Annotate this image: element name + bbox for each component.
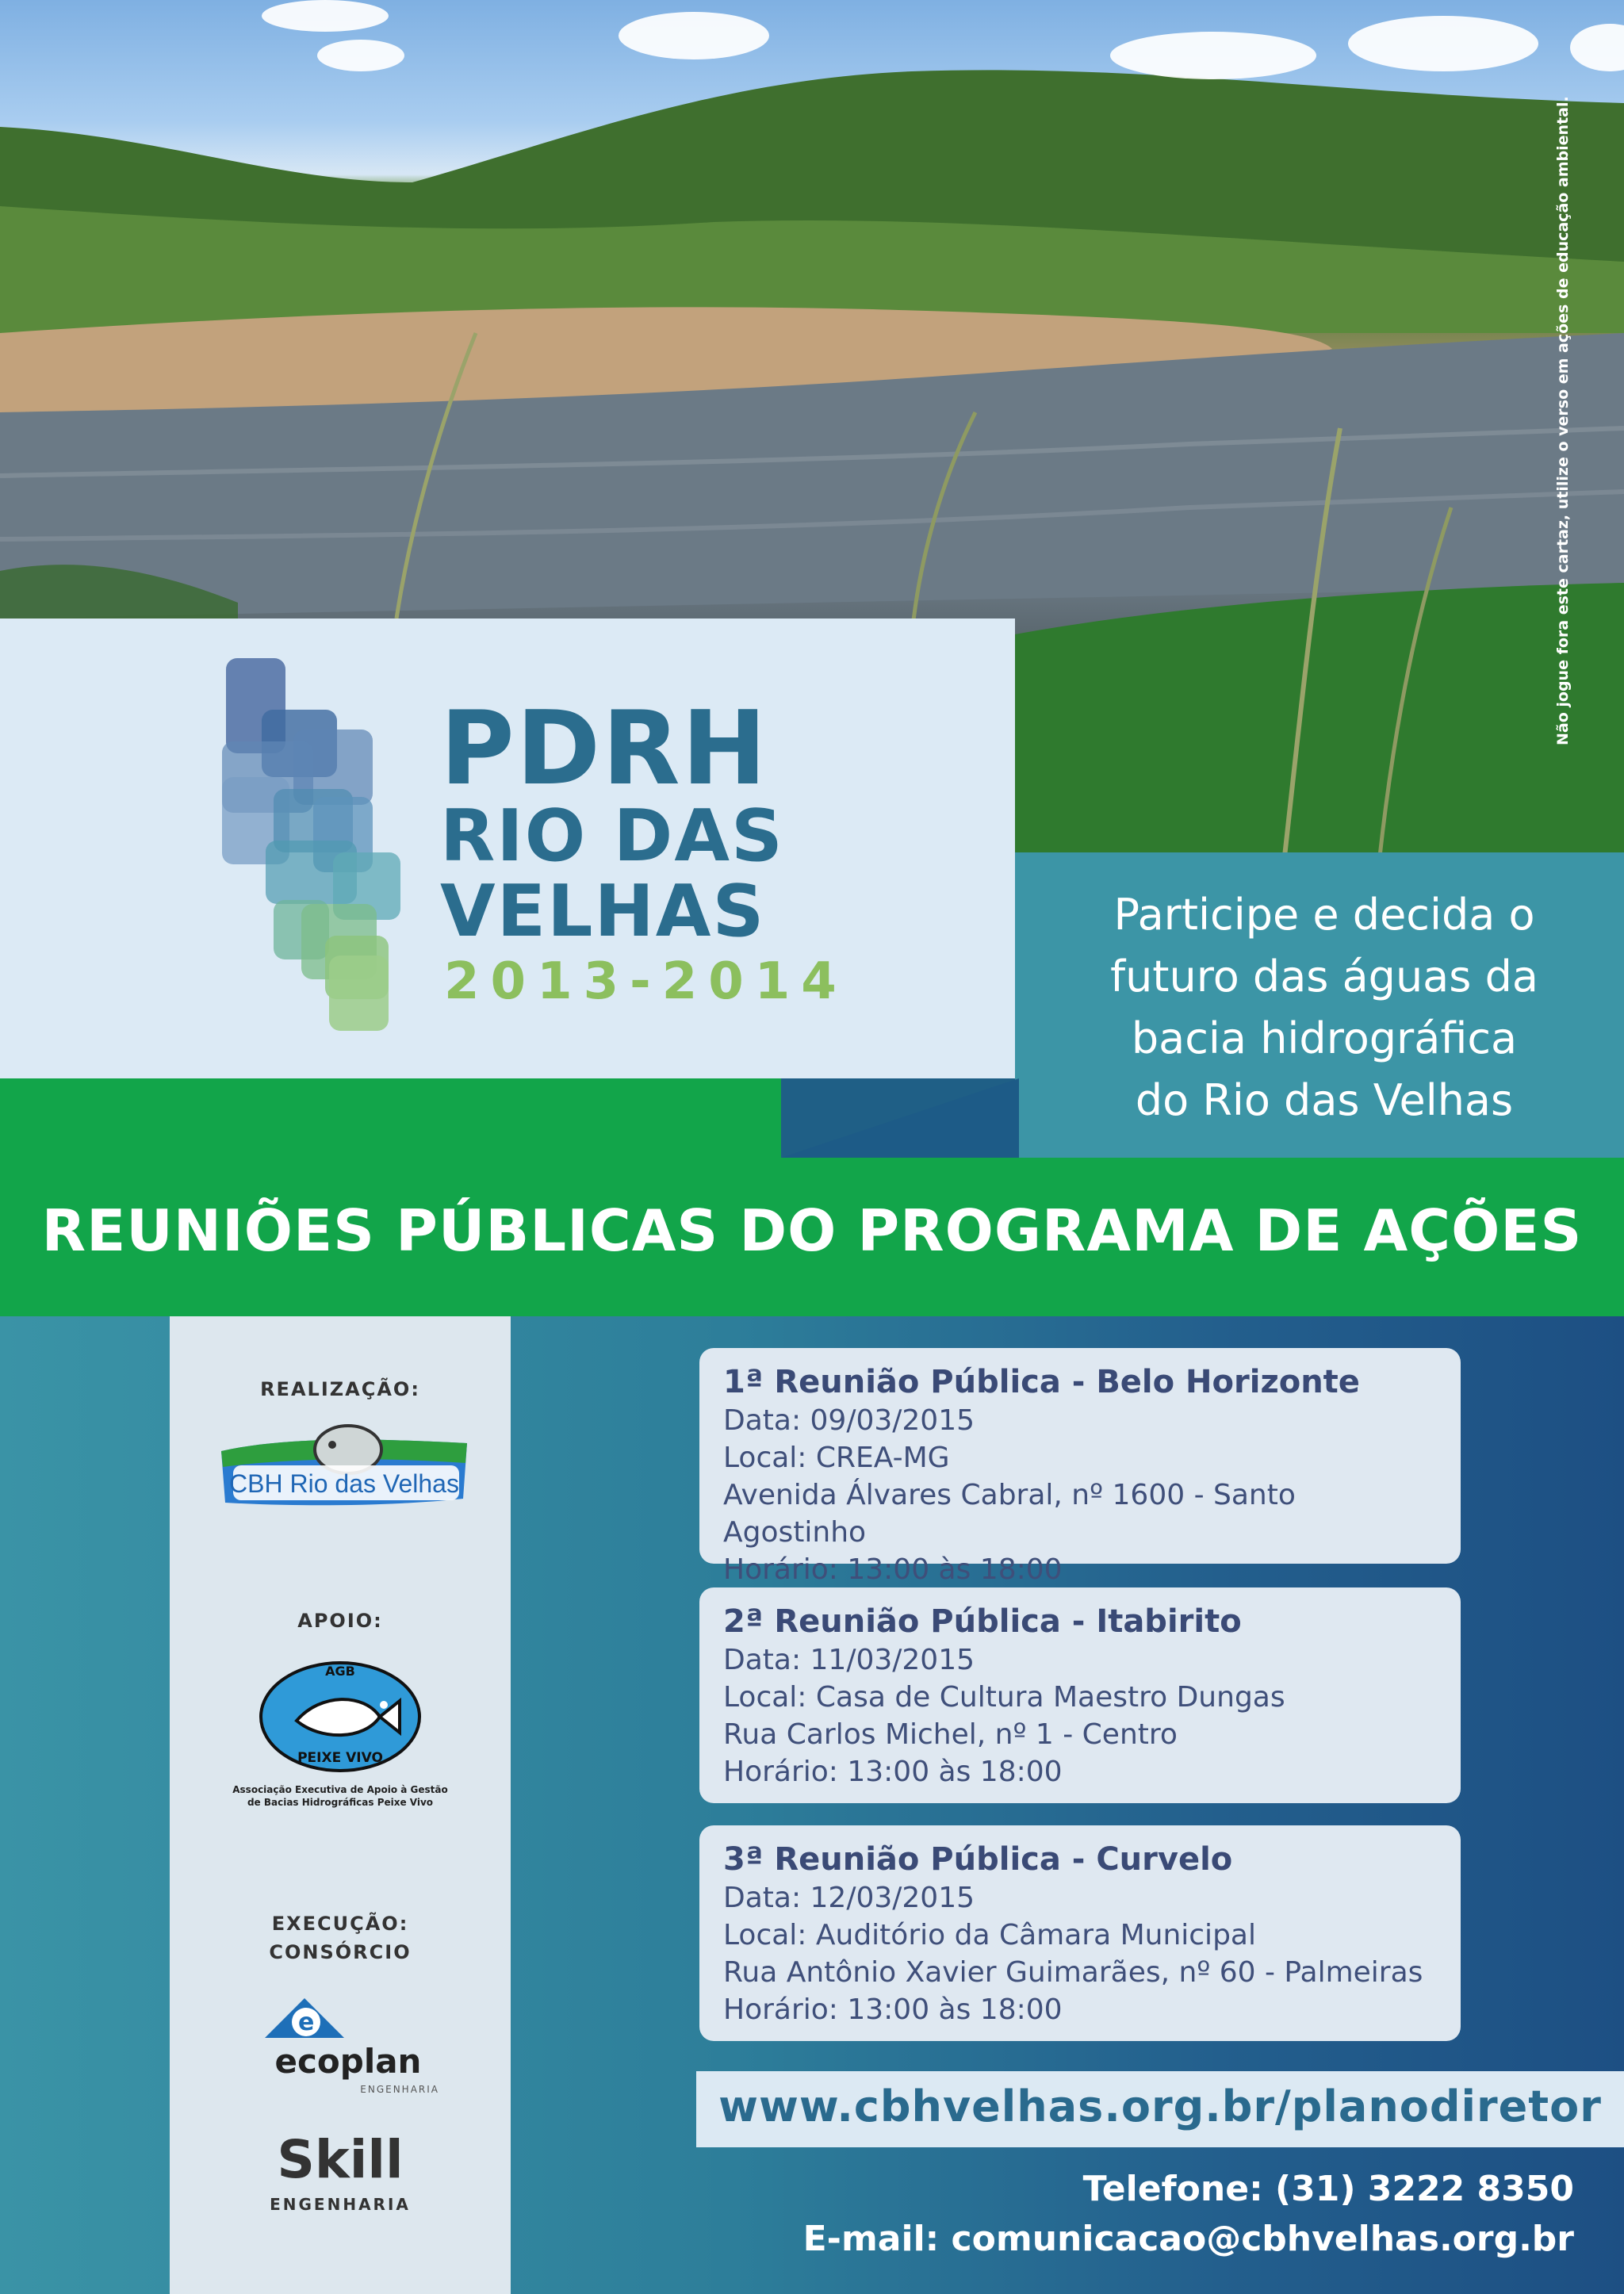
consorcio-label: CONSÓRCIO bbox=[269, 1941, 412, 1963]
agb-caption-1: Associação Executiva de Apoio à Gestão bbox=[232, 1784, 448, 1795]
meeting-place: Local: Auditório da Câmara Municipal bbox=[723, 1919, 1256, 1951]
decorative-triangle bbox=[781, 1078, 1019, 1158]
logo-title-rio-das: RIO DAS bbox=[440, 795, 784, 878]
banner-title: REUNIÕES PÚBLICAS DO PROGRAMA DE AÇÕES bbox=[41, 1197, 1583, 1264]
cbh-logo-text: CBH Rio das Velhas bbox=[229, 1469, 459, 1498]
ecoplan-icon bbox=[265, 1990, 344, 2046]
sponsor-column bbox=[170, 1316, 511, 2294]
skill-name: Skill bbox=[277, 2129, 404, 2190]
meeting-time: Horário: 13:00 às 18:00 bbox=[723, 1756, 1063, 1788]
agb-top-text: AGB bbox=[325, 1664, 355, 1679]
execucao-label: EXECUÇÃO: bbox=[271, 1913, 409, 1935]
svg-text:e: e bbox=[298, 2009, 315, 2036]
skill-sub: ENGENHARIA bbox=[270, 2195, 411, 2214]
phone-number: Telefone: (31) 3222 8350 bbox=[1082, 2169, 1574, 2209]
meeting-title: 1ª Reunião Pública - Belo Horizonte bbox=[723, 1364, 1360, 1400]
email-address[interactable]: E-mail: comunicacao@cbhvelhas.org.br bbox=[802, 2219, 1574, 2259]
meeting-place: Local: Casa de Cultura Maestro Dungas bbox=[723, 1681, 1285, 1714]
banner-green-top bbox=[0, 1078, 781, 1158]
website-link[interactable]: www.cbhvelhas.org.br/planodiretor bbox=[718, 2081, 1602, 2131]
meeting-time: Horário: 13:00 às 18:00 bbox=[723, 1993, 1063, 2026]
logo-years: 2013-2014 bbox=[444, 952, 848, 1011]
agb-bottom-text: PEIXE VIVO bbox=[297, 1750, 383, 1766]
realizacao-label: REALIZAÇÃO: bbox=[260, 1378, 420, 1400]
logo-title-velhas: VELHAS bbox=[440, 870, 766, 953]
meeting-place: Local: CREA-MG bbox=[723, 1442, 950, 1474]
ecoplan-name: ecoplan bbox=[274, 2042, 422, 2081]
meeting-address: Avenida Álvares Cabral, nº 1600 - Santo Agostinho bbox=[723, 1479, 1296, 1549]
tagline-line: Participe e decida o bbox=[1113, 890, 1535, 940]
meeting-address: Rua Carlos Michel, nº 1 - Centro bbox=[723, 1718, 1178, 1751]
meeting-date: Data: 11/03/2015 bbox=[723, 1644, 975, 1676]
title-panel bbox=[0, 618, 1015, 1078]
meeting-time: Horário: 13:00 às 18:00 bbox=[723, 1553, 1063, 1586]
apoio-label: APOIO: bbox=[297, 1610, 383, 1632]
meeting-date: Data: 12/03/2015 bbox=[723, 1882, 975, 1914]
meeting-title: 2ª Reunião Pública - Itabirito bbox=[723, 1603, 1242, 1640]
tagline-line: do Rio das Velhas bbox=[1135, 1075, 1514, 1125]
meeting-card bbox=[699, 1348, 1461, 1586]
tagline-line: bacia hidrográfica bbox=[1131, 1013, 1518, 1063]
meeting-card bbox=[699, 1587, 1461, 1803]
meeting-address: Rua Antônio Xavier Guimarães, nº 60 - Palmeiras bbox=[723, 1956, 1423, 1989]
tagline bbox=[1039, 884, 1610, 1132]
meeting-title: 3ª Reunião Pública - Curvelo bbox=[723, 1841, 1233, 1878]
agb-caption-2: de Bacias Hidrográficas Peixe Vivo bbox=[247, 1797, 434, 1808]
tagline-line: futuro das águas da bbox=[1110, 952, 1538, 1001]
logo-title-pdrh: PDRH bbox=[440, 690, 768, 808]
meeting-date: Data: 09/03/2015 bbox=[723, 1404, 975, 1437]
meeting-card bbox=[699, 1825, 1461, 2041]
side-note: Não jogue fora este cartaz, utilize o verso em ações de educação ambiental. bbox=[1554, 96, 1572, 745]
ecoplan-sub: ENGENHARIA bbox=[360, 2084, 439, 2095]
